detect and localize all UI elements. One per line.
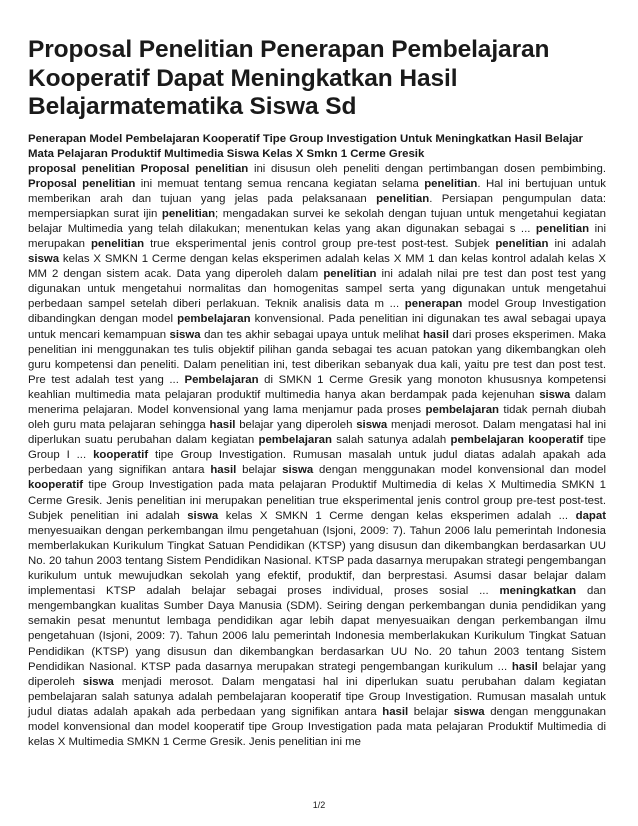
body-text-run: ini disusun oleh peneliti dengan pertimbangan dosen pembimbing. [248,162,606,175]
highlighted-keyword: siswa [453,705,485,718]
page-number: 1/2 [312,800,326,810]
body-text-run: ; mengadakan survei ke sekolah dengan tujuan untuk mengetahui kegiatan belajar Multimedia yang telah dilakukan; menentukan kelas yang akan digunakan sebagai s ... [28,207,606,235]
highlighted-keyword: siswa [356,419,388,432]
body-text-run: kelas X SMKN 1 Cerme dengan kelas eksperimen adalah kelas X MM 1 dan kelas kontrol adalah kelas X MM 2 dengan sistem acak. Data yang diperoleh dalam [28,253,606,281]
body-text-run: belajar yang diperoleh [28,660,606,688]
body-text-run: model Group Investigation dibandingkan dengan model [28,298,607,326]
body-text-run: menjadi merosot. Dalam mengatasi hal ini diperlukan suatu perubahan dalam kegiatan pembelajaran salah satunya adalah pembelajaran kooperatif tipe Group Investigation. Rumusan masalah untuk judul diatas adalah apakah ada perbedaan yang signifikan antara [28,675,606,718]
body-text-run: ini adalah nilai pre test dan post test yang digunakan untuk mengetahui normalitas dan homogenitas sampel serta yang digunakan untuk mengetahui perbedaan sampel setelah diberi perlakuan. Teknik analisis data m ... [28,268,606,311]
highlighted-keyword: pembelajaran [177,313,251,326]
highlighted-keyword: proposal penelitian Proposal penelitian [28,162,249,175]
highlighted-keyword: dapat [575,509,606,522]
body-text-run: belajar [236,464,283,477]
body-text-run: belajar [408,705,454,718]
highlighted-keyword: siswa [28,253,60,266]
highlighted-keyword: Proposal penelitian [28,177,136,190]
body-text-run: dari proses eksperimen. Maka penelitian ini menggunakan tes tulis objektif pilihan ganda sebagai tes acuan patokan yang dikembangkan oleh guru kompetensi dan peneliti. Dalam penelitian ini, test diberikan sebanyak dua kali, yaitu pre test dan post test. Pre test adalah test yang ... [28,328,606,386]
highlighted-keyword: hasil [511,660,538,673]
highlighted-keyword: penerapan [404,298,463,311]
highlighted-keyword: pembelajaran [258,434,332,447]
body-text-run: tipe Group I ... [28,434,606,462]
highlighted-keyword: siswa [282,464,314,477]
body-text-run: tipe Group Investigation. Rumusan masalah untuk judul diatas adalah apakah ada perbedaan yang signifikan antara [28,449,607,477]
highlighted-keyword: penelitian [161,207,216,220]
body-text-run: belajar yang diperoleh [235,419,357,432]
body-text-run: ini merupakan [28,222,606,250]
highlighted-keyword: siswa [187,509,219,522]
highlighted-keyword: penelitian [424,177,478,190]
highlighted-keyword: pembelajaran [425,404,499,416]
body-text-run: dalam menerima pelajaran. Model konvensional yang lama menjamur pada proses [28,388,606,416]
document-body [28,162,606,751]
highlighted-keyword: penelitian [535,222,590,235]
highlighted-keyword: siswa [169,328,201,341]
document-page [28,36,606,750]
body-text-run: . Persiapan pengumpulan data: mempersiapkan surat ijin [28,192,606,220]
body-text-run: . Hal ini bertujuan untuk memberikan arah dan tujuan yang jelas pada pelaksanaan [28,177,606,205]
highlighted-keyword: Pembelajaran [184,373,259,386]
body-text-run: dengan menggunakan model konvensional dan model kooperatif tipe Group Investigation pada mata pelajaran Produktif Multimedia di kelas X Multimedia SMKN 1 Cerme Gresik. Jenis penelitian ini me [28,705,606,749]
body-text-run: menjadi merosot. Dalam mengatasi hal ini diperlukan suatu perubahan dalam kegiatan [28,419,606,447]
highlighted-keyword: penelitian [495,237,549,250]
body-text-run: tipe Group Investigation pada mata pelajaran Produktif Multimedia di kelas X Multimedia SMKN 1 Cerme Gresik. Jenis penelitian ini merupakan penelitian true eksperimental jenis control group pre-test post-test. Subjek penelitian ini adalah [28,479,606,522]
highlighted-keyword: hasil [422,328,449,341]
body-text-run: di SMKN 1 Cerme Gresik yang monoton khususnya kompetensi keahlian multimedia mata pelajaran produktif multimedia hanya akan berdampak pada kejenuhan [28,373,606,401]
body-text-run: salah satunya adalah [331,434,451,447]
document-title: Proposal Penelitian Penerapan Pembelajaran Kooperatif Dapat Meningkatkan Hasil Belajarmatematika Siswa Sd [28,36,550,120]
body-text-run: kelas X SMKN 1 Cerme dengan kelas eksperimen adalah ... [218,509,576,522]
body-text-run: dengan menggunakan model konvensional dan model [313,464,606,477]
highlighted-keyword: penelitian [90,237,145,250]
body-text-run: konvensional. Pada penelitian ini digunakan tes awal sebagai upaya untuk mencari kemampuan [28,313,606,341]
highlighted-keyword: pembelajaran kooperatif [450,434,584,447]
highlighted-keyword: penelitian [323,268,377,281]
highlighted-keyword: hasil [209,419,236,432]
highlighted-keyword: siswa [539,388,571,401]
body-text-run: dan mengembangkan kualitas Sumber Daya Manusia (SDM). Seiring dengan perkembangan dunia pendidikan yang semakin pesat menuntut lembaga pendidikan agar lebih dapat menyesuaikan dengan perkembangan ilmu pengetahuan (Isjoni, 2009: 7). Tahun 2006 lalu pemerintah Indonesia memberlakukan Kurikulum Tingkat Satuan Pendidikan (KTSP) yang disusun dan dikembangkan berdasarkan UU No. 20 tahun 2003 tentang Sistem Pendidikan Nasional. KTSP pada dasarnya merupakan strategi pengembangan kurikulum ... [28,585,607,673]
body-text-run: dan tes akhir sebagai upaya untuk melihat [200,328,423,341]
highlighted-keyword: kooperatif [28,479,84,492]
body-text-run: ini adalah [548,237,606,250]
body-text-run: menyesuaikan dengan perkembangan ilmu pengetahuan (Isjoni, 2009: 7). Tahun 2006 lalu pemerintah Indonesia memberlakukan Kurikulum Tingkat Satuan Pendidikan (KTSP) yang disusun dan dikembangkan berdasarkan UU No. 20 tahun 2003 tentang Sistem Pendidikan Nasional. KTSP pada dasarnya merupakan strategi pengembangan kurikulum untuk mewujudkan sekolah yang efektif, produktif, dan berprestasi. Asumsi dasar belajar dalam implementasi KTSP adalah belajar sebagai proses individual, proses sosial ... [28,524,606,598]
document-subtitle: Penerapan Model Pembelajaran Kooperatif Tipe Group Investigation Untuk Meningkatkan Hasil Belajar Mata Pelajaran Produktif Multimedia Siswa Kelas X Smkn 1 Cerme Gresik [28,132,583,160]
highlighted-keyword: siswa [82,675,114,688]
highlighted-keyword: meningkatkan [499,585,577,598]
highlighted-keyword: hasil [382,705,409,718]
body-text-run: ini memuat tentang semua rencana kegiatan selama [135,177,425,190]
body-text-run: true eksperimental jenis control group pre-test post-test. Subjek [144,237,496,250]
body-text-run: tidak pernah diubah oleh guru mata pelajaran sehingga [28,404,606,432]
highlighted-keyword: kooperatif [93,449,149,462]
highlighted-keyword: hasil [210,464,237,477]
highlighted-keyword: penelitian [376,192,430,205]
